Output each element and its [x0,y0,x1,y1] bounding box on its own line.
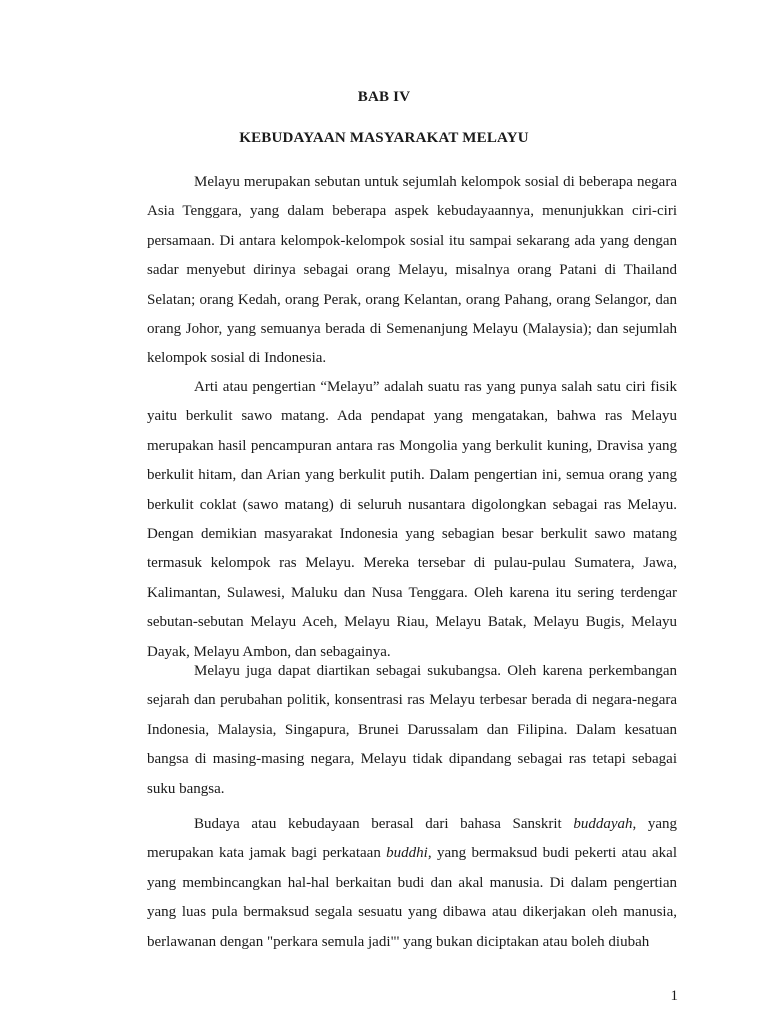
paragraph-text: Arti atau pengertian “Melayu” adalah suatu ras yang punya salah satu ciri fisik yaitu berkulit sawo matang. Ada pendapat yang mengatakan, bahwa ras Melayu merupakan hasil pencampuran antara ras Mongolia yang berkulit kuning, Dravisa yang berkulit hitam, dan Arian yang berkulit putih. Dalam pengertian ini, semua orang yang berkulit coklat (sawo matang) di seluruh nusantara digolongkan sebagai ras Melayu. Dengan demikian masyarakat Indonesia yang sebagian besar berkulit sawo matang termasuk kelompok ras Melayu. Mereka tersebar di pulau-pulau Sumatera, Jawa, Kalimantan, Sulawesi, Maluku dan Nusa Tenggara. Oleh karena itu sering terdengar sebutan-sebutan Melayu Aceh, Melayu Riau, Melayu Batak, Melayu Bugis, Melayu Dayak, Melayu Ambon, dan sebagainya. [147,379,677,660]
paragraph-text: , yang merupakan kata jamak bagi perkataan [147,816,677,862]
paragraph [147,168,677,374]
paragraph-text: Budaya atau kebudayaan berasal dari bahasa Sanskrit [194,816,574,832]
paragraph-text: Melayu merupakan sebutan untuk sejumlah kelompok sosial di beberapa negara Asia Tenggara, yang dalam beberapa aspek kebudayaannya, menunjukkan ciri-ciri persamaan. Di antara kelompok-kelompok sosial itu sampai sekarang ada yang dengan sadar menyebut dirinya sebagai orang Melayu, misalnya orang Patani di Thailand Selatan; orang Kedah, orang Perak, orang Kelantan, orang Pahang, orang Selangor, dan orang Johor, yang semuanya berada di Semenanjung Melayu (Malaysia); dan sejumlah kelompok sosial di Indonesia. [147,174,677,367]
paragraph-text: , yang bermaksud budi pekerti atau akal yang membincangkan hal-hal berkaitan budi dan akal manusia. Di dalam pengertian yang luas pula bermaksud segala sesuatu yang dibawa atau dikerjakan oleh manusia, berlawanan dengan "perkara semula jadi"' yang bukan diciptakan atau boleh diubah [147,845,677,950]
paragraph [147,810,677,957]
paragraph [147,657,677,804]
page-number: 1 [670,988,678,1004]
italic-term: buddhi [386,845,428,862]
chapter-title: KEBUDAYAAN MASYARAKAT MELAYU [239,130,529,146]
italic-term: buddayah [573,816,633,832]
paragraph-text: Melayu juga dapat diartikan sebagai sukubangsa. Oleh karena perkembangan sejarah dan perubahan politik, konsentrasi ras Melayu terbesar berada di negara-negara Indonesia, Malaysia, Singapura, Brunei Darussalam dan Filipina. Dalam kesatuan bangsa di masing-masing negara, Melayu tidak dipandang sebagai ras tetapi sebagai suku bangsa. [147,663,677,797]
chapter-heading: BAB IV [357,89,411,105]
paragraph [147,373,677,667]
